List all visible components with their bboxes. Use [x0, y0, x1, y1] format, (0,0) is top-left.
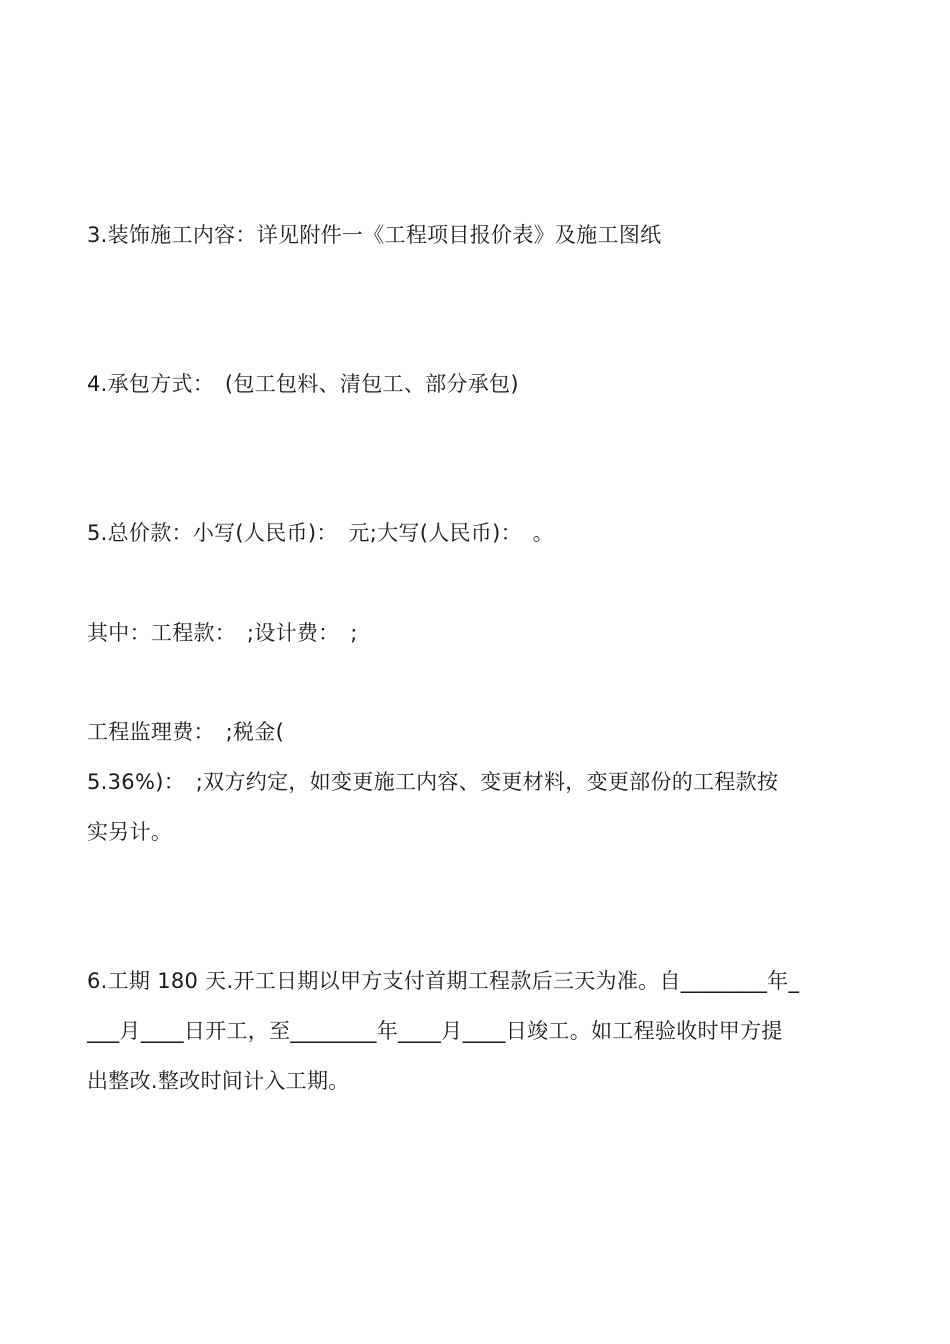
clause-6-duration-paragraph: [87, 966, 867, 1116]
paragraph-line: 5.36%)： ;双方约定，如变更施工内容、变更材料，变更部份的工程款按: [87, 770, 779, 794]
clause-5-tax-paragraph: [87, 717, 867, 867]
paragraph-line: 实另计。: [87, 820, 173, 844]
clause-5-price-breakdown: 其中：工程款： ;设计费： ;: [87, 621, 358, 645]
paragraph-line: 工程监理费： ;税金(: [87, 720, 285, 744]
paragraph-line: ___月____日开工，至________年____月____日竣工。如工程验收时甲方提: [87, 1019, 783, 1043]
clause-4-contract-method: 4.承包方式： (包工包料、清包工、部分承包): [87, 372, 519, 396]
clause-5-total-price: 5.总价款：小写(人民币)： 元;大写(人民币)： 。: [87, 521, 554, 545]
paragraph-line: 6.工期 180 天.开工日期以甲方支付首期工程款后三天为准。自________年_: [87, 969, 800, 993]
clause-3-construction-content: 3.装饰施工内容：详见附件一《工程项目报价表》及施工图纸: [87, 223, 662, 247]
paragraph-line: 出整改.整改时间计入工期。: [87, 1069, 350, 1093]
